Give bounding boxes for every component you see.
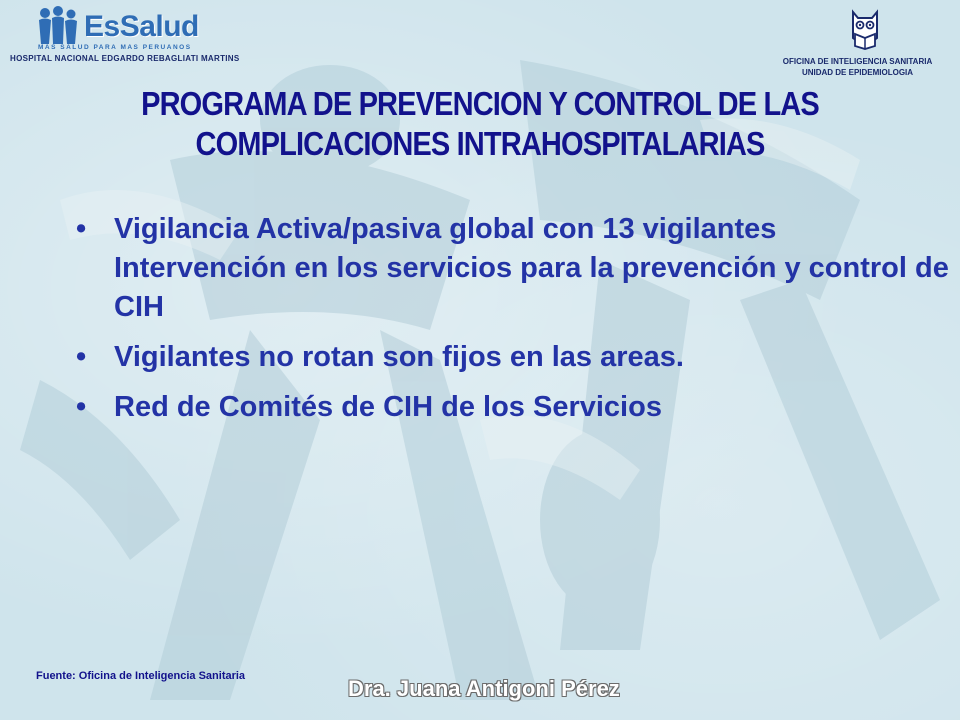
- title-line-1: PROGRAMA DE PREVENCION Y CONTROL DE LAS: [141, 85, 819, 122]
- source-note: Fuente: Oficina de Inteligencia Sanitaria: [36, 670, 246, 682]
- bullet-marker: •: [76, 341, 87, 373]
- bullet-marker: •: [76, 391, 87, 423]
- essalud-tagline: MAS SALUD PARA MAS PERUANOS: [38, 44, 192, 51]
- title-line-2: COMPLICACIONES INTRAHOSPITALARIAS: [195, 125, 765, 162]
- bullet-list: [76, 210, 956, 438]
- essalud-logo: [10, 6, 250, 64]
- slide-title: [110, 84, 849, 164]
- hospital-name: HOSPITAL NACIONAL EDGARDO REBAGLIATI MARTINS: [10, 54, 240, 63]
- essalud-wordmark: EsSalud: [84, 10, 199, 43]
- bullet-text: Red de Comités de CIH de los Servicios: [114, 391, 662, 423]
- office-line-2: UNIDAD DE EPIDEMIOLOGIA: [801, 68, 914, 77]
- bullet-text: Vigilantes no rotan son fijos en las areas.: [114, 341, 684, 373]
- bullet-text: Vigilancia Activa/pasiva global con 13 vigilantes Intervención en los servicios para la prevención y control de CIH: [114, 213, 949, 323]
- owl-book-icon: [848, 8, 882, 52]
- essalud-family-icon: [36, 6, 80, 46]
- office-emblem: [760, 8, 955, 80]
- bullet-item: [76, 388, 956, 427]
- bullet-item: [76, 338, 956, 377]
- bullet-item: [76, 210, 956, 327]
- author-name: Dra. Juana Antigoni Pérez: [348, 676, 620, 701]
- bullet-marker: •: [76, 213, 87, 245]
- office-name: [760, 56, 955, 78]
- office-line-1: OFICINA DE INTELIGENCIA SANITARIA: [782, 57, 933, 66]
